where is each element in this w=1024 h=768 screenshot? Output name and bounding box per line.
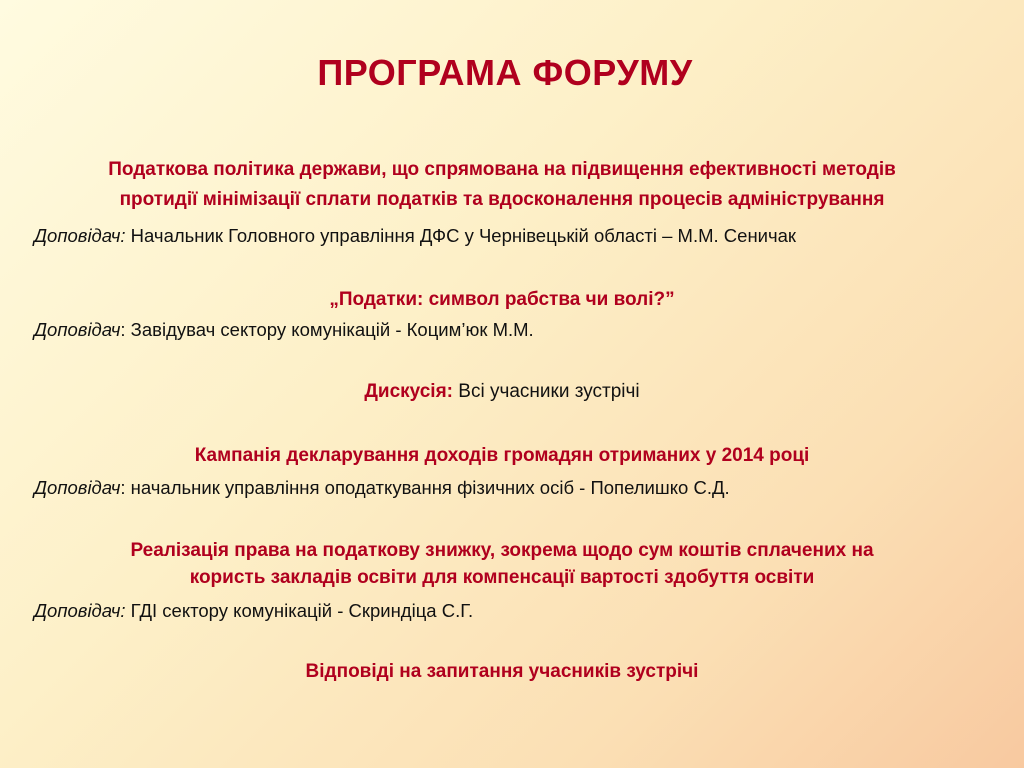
topic-6-line-1: Відповіді на запитання учасників зустрічі <box>305 661 699 682</box>
discussion <box>0 380 1004 404</box>
topic-1-line-1: Податкова політика держави, що спрямована на підвищення ефективності методів <box>108 159 896 180</box>
speaker-1-text: Начальник Головного управління ДФС у Чернівецькій області – М.М. Сеничак <box>125 225 797 246</box>
topic-5-line-2: користь закладів освіти для компенсації вартості здобуття освіти <box>189 567 815 588</box>
speaker-4 <box>34 476 730 500</box>
speaker-1 <box>34 224 796 248</box>
topic-2-line-1: „Податки: символ рабства чи волі?” <box>329 289 675 310</box>
speaker-5-text: ГДІ сектору комунікацій - Скриндіца С.Г. <box>125 600 474 621</box>
topic-1-line-2: протидії мінімізації сплати податків та вдосконалення процесів адміністрування <box>119 189 885 210</box>
speaker-1-label: Доповідач: <box>34 225 126 246</box>
discussion-label: Дискусія: <box>364 381 454 402</box>
speaker-5 <box>34 599 473 623</box>
speaker-5-label: Доповідач: <box>34 600 126 621</box>
topic-4-line-1: Кампанія декларування доходів громадян отриманих у 2014 році <box>194 445 810 466</box>
speaker-2-label: Доповідач <box>34 319 121 340</box>
page-title: ПРОГРАМА ФОРУМУ <box>317 52 693 93</box>
speaker-2-text: : Завідувач сектору комунікацій - Коцим’юк М.М. <box>120 319 534 340</box>
speaker-2 <box>34 318 534 342</box>
speaker-4-text: : начальник управління оподаткування фізичних осіб - Попелишко С.Д. <box>120 477 730 498</box>
discussion-text: Всі учасники зустрічі <box>453 381 640 402</box>
topic-5-line-1: Реалізація права на податкову знижку, зокрема щодо сум коштів сплачених на <box>130 540 874 561</box>
speaker-4-label: Доповідач <box>34 477 121 498</box>
